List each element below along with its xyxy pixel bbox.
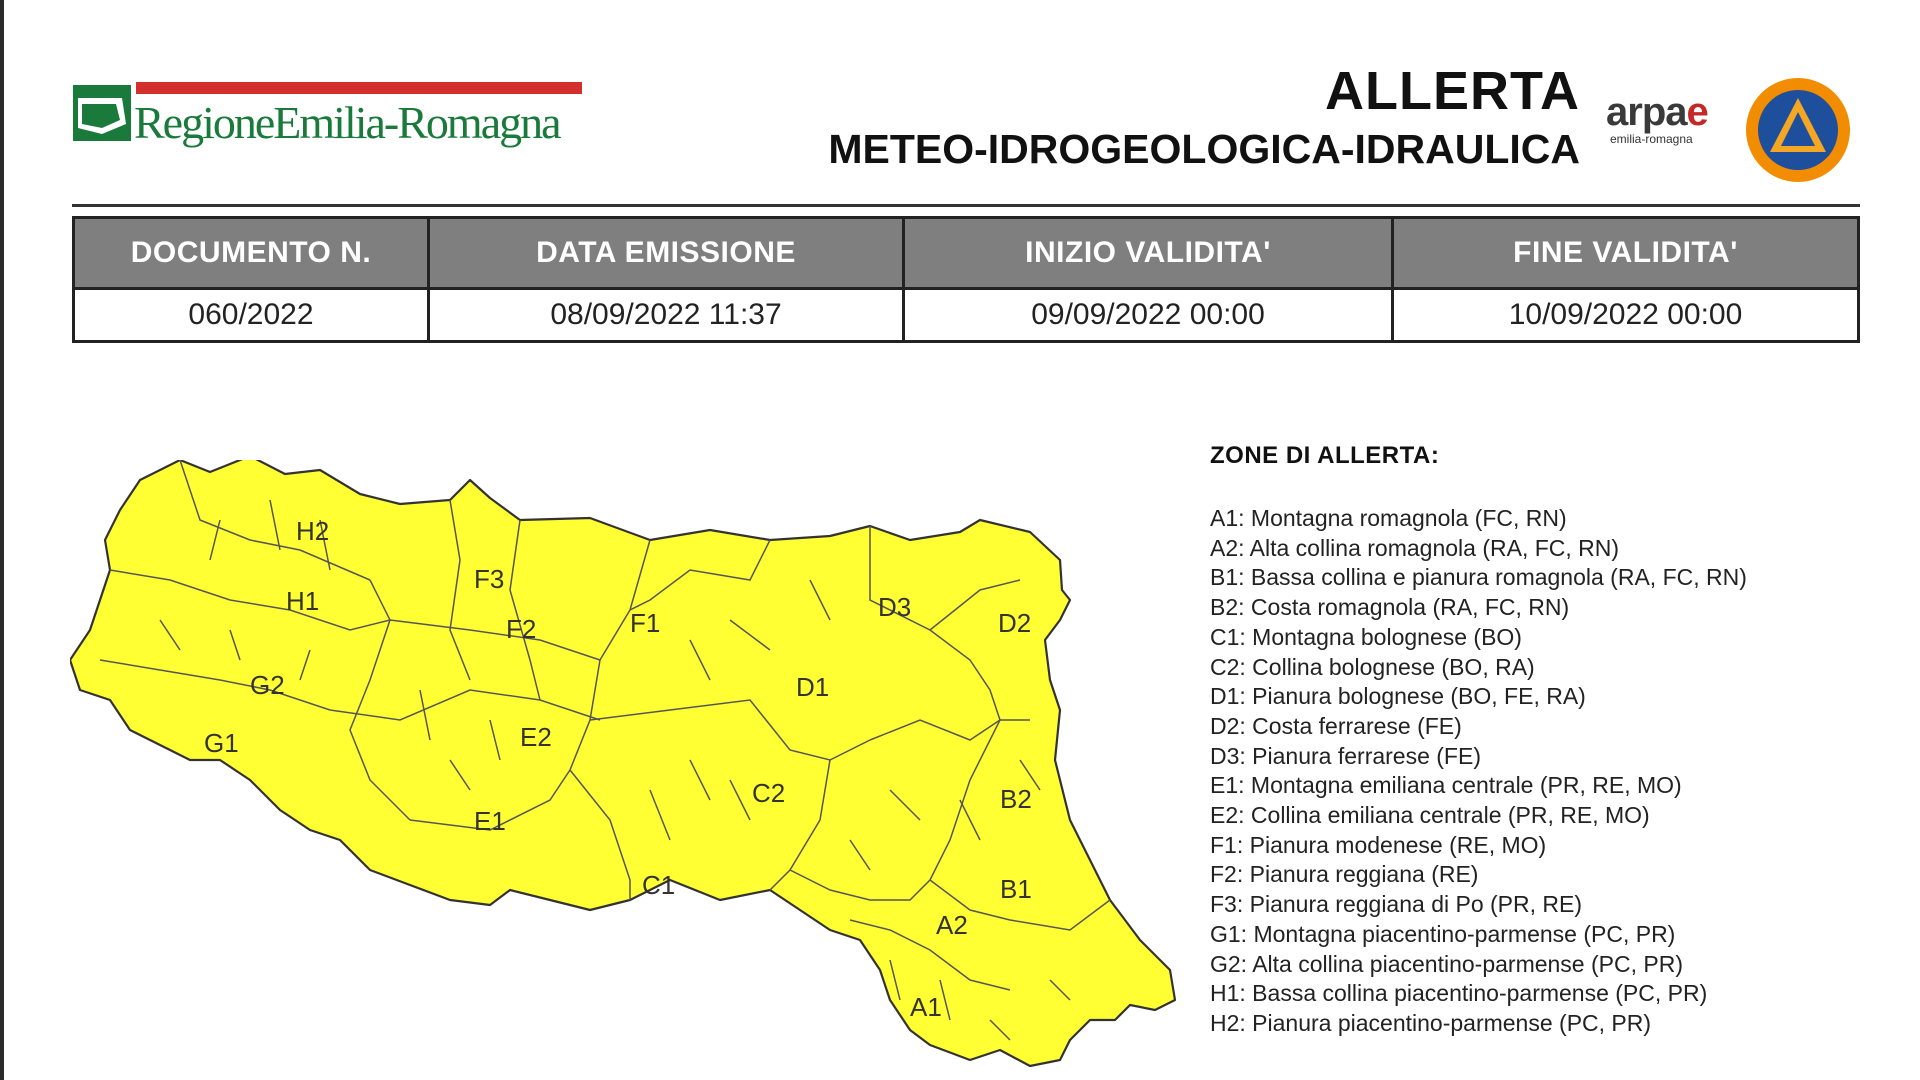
- protezione-civile-triangle-icon: [1744, 76, 1852, 184]
- window-edge: [0, 0, 4, 1080]
- legend-item: F2: Pianura reggiana (RE): [1210, 861, 1479, 888]
- region-emblem-icon: [72, 84, 132, 142]
- value-inizio-validita: 09/09/2022 00:00: [904, 289, 1393, 342]
- legend-item: C1: Montagna bolognese (BO): [1210, 623, 1522, 650]
- legend-item: H1: Bassa collina piacentino-parmense (PC, PR): [1210, 980, 1708, 1007]
- table-header-row: [74, 218, 1859, 289]
- legend-item: C2: Collina bolognese (BO, RA): [1210, 653, 1535, 680]
- page-title: ALLERTA: [1325, 61, 1580, 121]
- zone-label-b2: B2: [1000, 784, 1032, 814]
- value-documento: 060/2022: [74, 289, 429, 342]
- zone-label-c1: C1: [642, 870, 676, 900]
- header-fine-validita: FINE VALIDITA': [1393, 218, 1859, 289]
- zone-label-d3: D3: [878, 592, 912, 622]
- arpae-wordmark: arpae: [1606, 90, 1708, 134]
- legend-item: E1: Montagna emiliana centrale (PR, RE, MO): [1210, 772, 1682, 799]
- zone-label-f2: F2: [506, 614, 537, 644]
- page-subtitle: METEO-IDROGEOLOGICA-IDRAULICA: [828, 126, 1580, 172]
- header-data-emissione: DATA EMISSIONE: [429, 218, 904, 289]
- zone-label-c2: C2: [752, 778, 786, 808]
- zone-label-f3: F3: [474, 564, 505, 594]
- zone-label-b1: B1: [1000, 874, 1032, 904]
- zone-label-g1: G1: [204, 728, 239, 758]
- regione-emilia-romagna-logo: [72, 80, 582, 160]
- legend-item: F1: Pianura modenese (RE, MO): [1210, 831, 1547, 858]
- arpae-subtitle: emilia-romagna: [1610, 132, 1693, 146]
- value-fine-validita: 10/09/2022 00:00: [1393, 289, 1859, 342]
- zone-label-d2: D2: [998, 608, 1032, 638]
- zone-label-h1: H1: [286, 586, 320, 616]
- zone-legend: [1210, 442, 1890, 1039]
- document-info-table: [72, 216, 1860, 343]
- emilia-romagna-map: [70, 460, 1180, 1070]
- zone-label-h2: H2: [296, 516, 330, 546]
- legend-item: B1: Bassa collina e pianura romagnola (RA, FC, RN): [1210, 564, 1747, 591]
- legend-item: D2: Costa ferrarese (FE): [1210, 712, 1462, 739]
- header-inizio-validita: INIZIO VALIDITA': [904, 218, 1393, 289]
- legend-list: [1210, 504, 1890, 1039]
- legend-item: G2: Alta collina piacentino-parmense (PC, PR): [1210, 950, 1683, 977]
- value-data-emissione: 08/09/2022 11:37: [429, 289, 904, 342]
- alert-zones-map: [70, 460, 1180, 1070]
- arpae-logo: [1606, 92, 1736, 162]
- arpae-wordmark-accent: e: [1686, 90, 1708, 134]
- legend-item: H2: Pianura piacentino-parmense (PC, PR): [1210, 1009, 1652, 1036]
- zone-label-e1: E1: [474, 806, 506, 836]
- region-outline: [70, 460, 1175, 1066]
- zone-label-a2: A2: [936, 910, 968, 940]
- legend-item: G1: Montagna piacentino-parmense (PC, PR): [1210, 920, 1676, 947]
- region-logo-text: RegioneEmilia-Romagna: [134, 97, 560, 148]
- logo-red-bar: [136, 82, 582, 94]
- legend-item: B2: Costa romagnola (RA, FC, RN): [1210, 594, 1570, 621]
- table-row: [74, 289, 1859, 342]
- zone-label-a1: A1: [910, 992, 942, 1022]
- legend-title: ZONE DI ALLERTA:: [1210, 442, 1440, 469]
- legend-item: D3: Pianura ferrarese (FE): [1210, 742, 1481, 769]
- header-divider: [72, 204, 1860, 207]
- legend-item: E2: Collina emiliana centrale (PR, RE, MO): [1210, 802, 1650, 829]
- legend-item: A1: Montagna romagnola (FC, RN): [1210, 505, 1567, 531]
- zone-label-g2: G2: [250, 670, 285, 700]
- header-documento: DOCUMENTO N.: [74, 218, 429, 289]
- legend-item: D1: Pianura bolognese (BO, FE, RA): [1210, 683, 1586, 710]
- zone-label-f1: F1: [630, 608, 661, 638]
- zone-label-d1: D1: [796, 672, 830, 702]
- legend-item: A2: Alta collina romagnola (RA, FC, RN): [1210, 534, 1620, 561]
- zone-label-e2: E2: [520, 722, 552, 752]
- legend-item: F3: Pianura reggiana di Po (PR, RE): [1210, 891, 1583, 918]
